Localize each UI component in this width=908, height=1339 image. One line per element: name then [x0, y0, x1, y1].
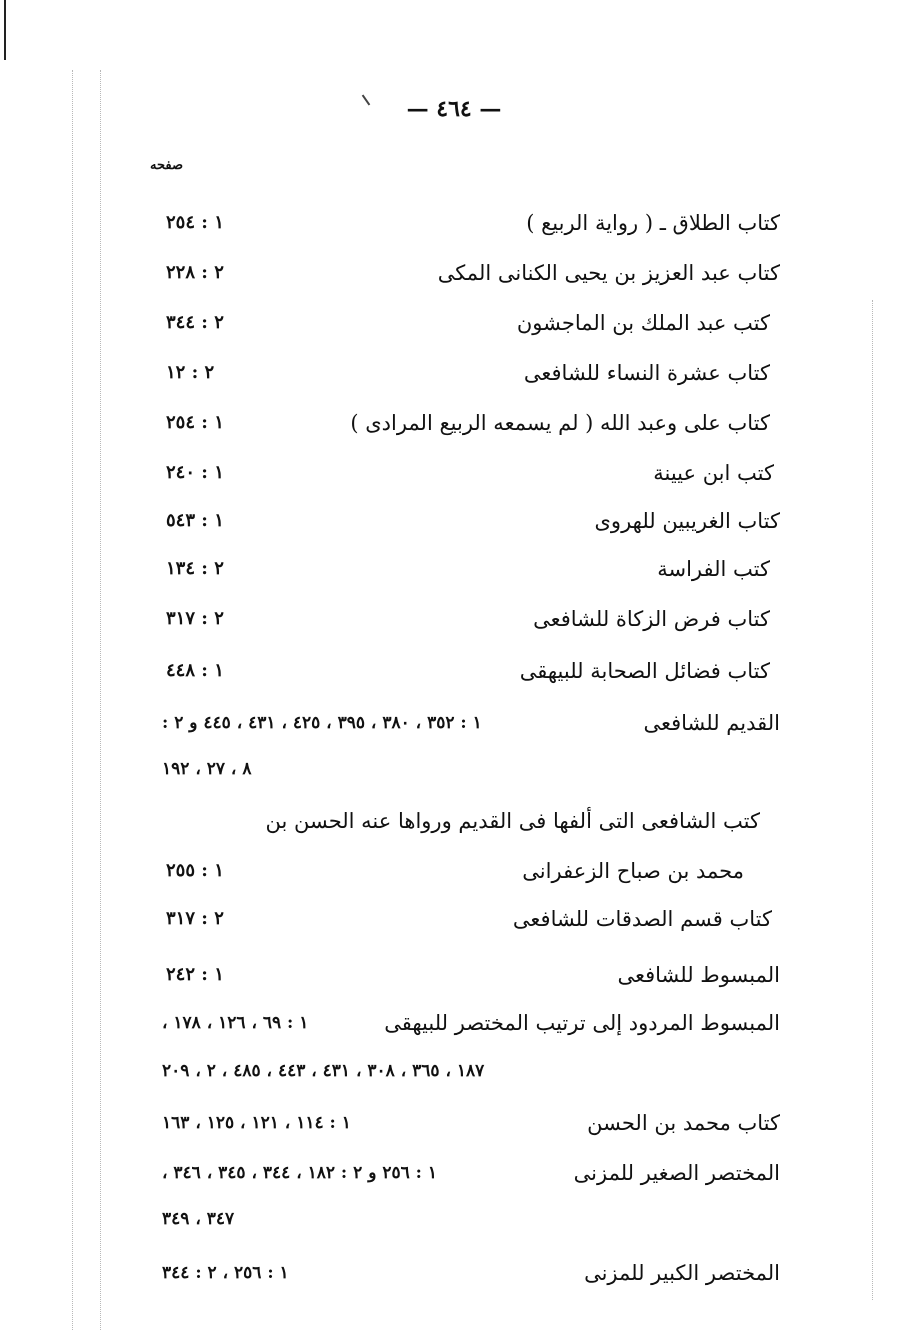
index-entry — [150, 706, 780, 746]
index-entry — [150, 958, 780, 998]
index-entry — [150, 854, 780, 894]
entry-title: كتب ابن عيينة — [653, 461, 774, 485]
entry-title: كتب عبد الملك بن الماجشون — [516, 311, 770, 335]
entry-title: كتاب الطلاق ـ ( رواية الربيع ) — [526, 211, 780, 235]
entry-title: كتاب الغريبين للهروى — [594, 509, 780, 533]
index-entry — [150, 456, 780, 496]
entry-reference: ١ : ٢٥٤ — [166, 412, 224, 433]
entry-reference: ١ : ٢٤٢ — [166, 964, 224, 985]
entry-title: المختصر الكبير للمزنى — [584, 1261, 780, 1285]
entry-reference: ١ : ٥٤٣ — [166, 510, 224, 531]
index-entry — [150, 1256, 780, 1296]
entry-reference: ١ : ٢٤٠ — [166, 462, 224, 483]
entry-reference: ٢ : ١٢ — [166, 362, 215, 383]
scan-dotted-guide — [100, 70, 101, 1330]
index-entry — [150, 206, 780, 246]
index-entry — [150, 602, 780, 642]
entry-title: محمد بن صباح الزعفرانى — [522, 859, 744, 883]
index-entry — [150, 1156, 780, 1196]
entry-reference-continuation: ٨ ، ٢٧ ، ١٩٢ — [162, 759, 252, 779]
section-note: كتب الشافعى التى ألفها فى القديم ورواها عنه الحسن بن — [265, 809, 760, 833]
entry-title: المبسوط المردود إلى ترتيب المختصر للبيهقى — [384, 1011, 780, 1035]
entry-reference-continuation: ١٨٧ ، ٣٦٥ ، ٣٠٨ ، ٤٣١ ، ٤٤٣ ، ٤٨٥ ، ٢ ، ٢٠٩ — [162, 1061, 485, 1081]
entry-title: المختصر الصغير للمزنى — [573, 1161, 780, 1185]
scan-dotted-guide — [872, 300, 873, 1300]
index-entry — [150, 306, 780, 346]
entry-title: كتب الفراسة — [657, 557, 770, 581]
index-entry — [150, 902, 780, 942]
page-column-header: صفحه — [150, 158, 183, 173]
index-entry — [150, 406, 780, 446]
entry-title: كتاب على وعبد الله ( لم يسمعه الربيع المرادى ) — [350, 411, 770, 435]
page-number: — ٤٦٤ — — [406, 96, 502, 122]
entry-reference: ٢ : ٣٤٤ — [166, 312, 224, 333]
entry-title: كتاب قسم الصدقات للشافعى — [512, 907, 772, 931]
entry-reference: ١ : ٢٥٤ — [166, 212, 224, 233]
scan-edge-line — [4, 0, 6, 60]
entry-reference: ٢ : ٢٢٨ — [166, 262, 224, 283]
index-entry — [150, 1106, 780, 1146]
scan-dotted-guide — [72, 70, 73, 1330]
index-entry — [150, 256, 780, 296]
entry-reference: ٢ : ٣١٧ — [166, 608, 224, 629]
index-entry — [150, 356, 780, 396]
index-entry — [150, 504, 780, 544]
entry-reference: ٢ : ٣١٧ — [166, 908, 224, 929]
entry-reference: ١ : ٦٩ ، ١٢٦ ، ١٧٨ ، — [162, 1013, 309, 1033]
entry-reference: ١ : ٢٥٥ — [166, 860, 224, 881]
entry-title: كتاب عبد العزيز بن يحيى الكنانى المكى — [437, 261, 780, 285]
index-entry — [150, 1006, 780, 1046]
entry-reference: ٢ : ١٣٤ — [166, 558, 224, 579]
entry-title: كتاب محمد بن الحسن — [587, 1111, 780, 1135]
index-entry — [150, 654, 780, 694]
entry-reference: ١ : ٢٥٦ ، ٢ : ٣٤٤ — [162, 1263, 289, 1283]
entry-reference: ١ : ٢٥٦ و ٢ : ١٨٢ ، ٣٤٤ ، ٣٤٥ ، ٣٤٦ ، — [162, 1163, 437, 1183]
entry-title: المبسوط للشافعى — [617, 963, 780, 987]
entry-reference: ١ : ٣٥٢ ، ٣٨٠ ، ٣٩٥ ، ٤٢٥ ، ٤٣١ ، ٤٤٥ و ٢ : — [162, 713, 482, 733]
entry-reference: ١ : ١١٤ ، ١٢١ ، ١٢٥ ، ١٦٣ — [162, 1113, 351, 1133]
entry-title: كتاب فضائل الصحابة للبيهقى — [519, 659, 770, 683]
entry-reference: ١ : ٤٤٨ — [166, 660, 224, 681]
index-entry — [150, 552, 780, 592]
entry-title: كتاب فرض الزكاة للشافعى — [533, 607, 770, 631]
entry-reference-continuation: ٣٤٧ ، ٣٤٩ — [162, 1209, 235, 1229]
entry-title: القديم للشافعى — [643, 711, 780, 735]
entry-title: كتاب عشرة النساء للشافعى — [523, 361, 770, 385]
